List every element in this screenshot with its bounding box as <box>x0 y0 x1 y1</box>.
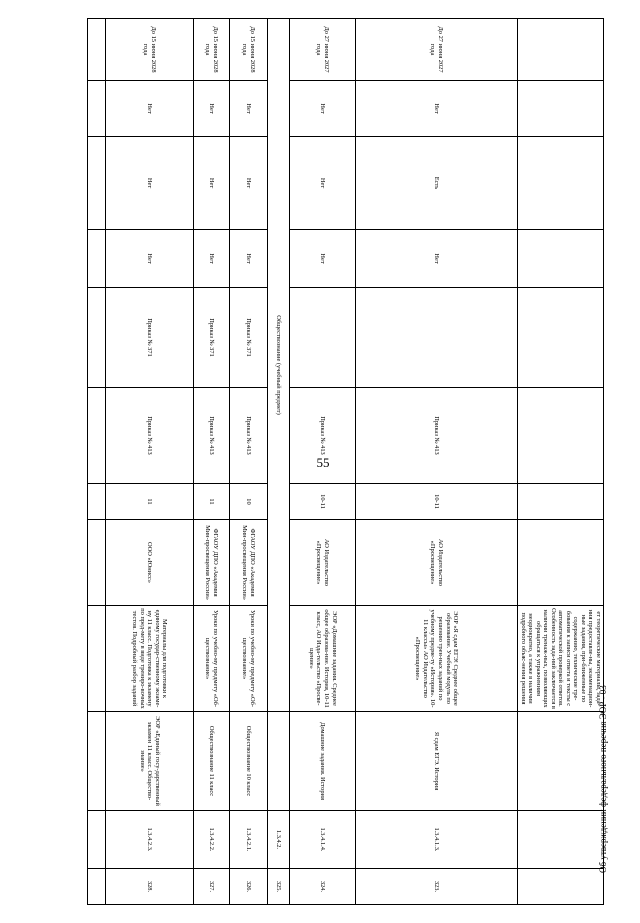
cell-order2 <box>355 288 517 388</box>
cell-order2 <box>517 288 603 388</box>
table-row <box>267 19 289 905</box>
cell-date: До 15 июня 2028 года <box>193 19 229 81</box>
cell-num: 325. <box>267 869 289 905</box>
cell-date <box>87 19 105 81</box>
cell-name: Обществознание 11 класс <box>193 712 229 811</box>
cell-name: Я сдам ЕГЭ. История <box>355 712 517 811</box>
cell-code: 1.3.4.2.2. <box>193 811 229 869</box>
cell-order1: Приказ № 413 <box>193 388 229 484</box>
cell-date <box>517 19 603 81</box>
cell-grades: 10-11 <box>289 484 355 520</box>
cell-col11: Нет <box>193 81 229 137</box>
cell-desc: ЭОР «Домашние задания. Среднее общее образова-ние. История, 10-11 класс, АО Изда-тельство «Просве-щение» <box>289 606 355 712</box>
cell-grades: 11 <box>105 484 193 520</box>
cell-desc: Материалы для подготовки к единому государ-ственному экзаме-ну 11 класс. Подготовка к экзамену по пред-мету в виде трениро-вочных тестов. Подробный разбор заданий <box>105 606 193 712</box>
cell-name <box>87 712 105 811</box>
cell-col10 <box>87 137 105 230</box>
table-row <box>193 19 229 905</box>
cell-col11: Нет <box>229 81 267 137</box>
cell-code <box>517 811 603 869</box>
table-row <box>517 19 603 905</box>
cell-code: 1.3.4.2.1. <box>229 811 267 869</box>
cell-date: До 15 июня 2028 года <box>229 19 267 81</box>
cell-grades <box>87 484 105 520</box>
section-label: Обществознание (учебный предмет) <box>267 19 289 712</box>
cell-date: До 15 июня 2028 года <box>105 19 193 81</box>
cell-order2: Приказ № 371 <box>193 288 229 388</box>
table-row <box>229 19 267 905</box>
cell-num: 326. <box>229 869 267 905</box>
table-row <box>105 19 193 905</box>
cell-publisher: ФГАОУ ДПО «Академия Мин-просвещения России» <box>193 520 229 606</box>
cell-name: Домашние задания. История <box>289 712 355 811</box>
cell-desc <box>87 606 105 712</box>
cell-desc: Уроки по учебно-му предмету «Об-ществознание» <box>229 606 267 712</box>
federal-eor-table <box>87 18 604 905</box>
cell-num <box>517 869 603 905</box>
cell-col10: Нет <box>229 137 267 230</box>
cell-num: 323. <box>355 869 517 905</box>
cell-order2: Приказ № 371 <box>229 288 267 388</box>
cell-grades: 10-11 <box>355 484 517 520</box>
cell-order1: Приказ № 413 <box>105 388 193 484</box>
unused-anchor <box>604 18 605 19</box>
cell-num: 324. <box>289 869 355 905</box>
cell-col9: Нет <box>229 230 267 288</box>
cell-order1: Приказ № 413 <box>355 388 517 484</box>
cell-name: ЭОР «Единый госу-дарственный экзамен 11 класс. Общество-знание» <box>105 712 193 811</box>
table-row <box>87 19 105 905</box>
cell-num: 327. <box>193 869 229 905</box>
cell-name <box>517 712 603 811</box>
cell-col11: Нет <box>105 81 193 137</box>
cell-num: 328. <box>105 869 193 905</box>
cell-publisher: ООО «Юнисс» <box>105 520 193 606</box>
cell-col10: Нет <box>289 137 355 230</box>
cell-date: До 27 июня 2027 года <box>355 19 517 81</box>
cell-publisher: АО Издательство «Просвещение» <box>355 520 517 606</box>
cell-col9 <box>87 230 105 288</box>
table-row <box>355 19 517 905</box>
cell-name <box>267 712 289 811</box>
cell-col9: Нет <box>105 230 193 288</box>
cell-publisher <box>517 520 603 606</box>
cell-order2 <box>87 288 105 388</box>
cell-order1 <box>87 388 105 484</box>
cell-col11 <box>87 81 105 137</box>
cell-col9 <box>517 230 603 288</box>
cell-col10: Нет <box>193 137 229 230</box>
cell-col9: Нет <box>289 230 355 288</box>
cell-desc: Уроки по учебно-му предмету «Об-ществознание» <box>193 606 229 712</box>
cell-code: 1.3.4.1.3. <box>355 811 517 869</box>
cell-publisher <box>87 520 105 606</box>
cell-order2: Приказ № 371 <box>105 288 193 388</box>
cell-col10: Нет <box>105 137 193 230</box>
cell-num <box>87 869 105 905</box>
cell-name: Обществознание 10 класс <box>229 712 267 811</box>
cell-col11: Нет <box>289 81 355 137</box>
page-number: 55 <box>316 455 330 470</box>
cell-code <box>87 811 105 869</box>
cell-date: До 27 июня 2027 года <box>289 19 355 81</box>
cell-col11: Нет <box>355 81 517 137</box>
table-row <box>289 19 355 905</box>
cell-col10 <box>517 137 603 230</box>
cell-desc: ет теоретические материалы, зада-ния предоставле-ны, экзаменацион-ные задания, при-ближенные по содержанию, технические тре-бования к записи ответа и тексты с автоматической проверкой ответов. Особенность зада-ний заключается в наличии тренаж-ных, позволяющих обращаться к упражнениям неоднократно, а также в наличии подробного объяс-нения решения <box>517 606 603 712</box>
cell-grades <box>517 484 603 520</box>
cell-order1 <box>517 388 603 484</box>
cell-publisher: АО Издательство «Просвещение» <box>289 520 355 606</box>
cell-grades: 10 <box>229 484 267 520</box>
cell-code: 1.3.4.2. <box>267 811 289 869</box>
cell-col9: Нет <box>355 230 517 288</box>
cell-col10: Есть <box>355 137 517 230</box>
cell-publisher: ФГАОУ ДПО «Академия Мин-просвещения России» <box>229 520 267 606</box>
cell-col11 <box>517 81 603 137</box>
cell-order1: Приказ № 413 <box>229 388 267 484</box>
footer-note: Об утверждении федерального перечня ЭОР - 03 <box>598 685 608 873</box>
cell-desc: ЭОР «Я сдам ЕГЭ! Среднее общее образование. Учебный модуль по решению трен-ных заданий по учебному предме-ту «История». 10-11 классы» АО Издательство «Просвещение» <box>355 606 517 712</box>
cell-code: 1.3.4.1.4. <box>289 811 355 869</box>
cell-code: 1.3.4.2.3. <box>105 811 193 869</box>
eor-table <box>87 18 604 905</box>
cell-col9: Нет <box>193 230 229 288</box>
cell-order2 <box>289 288 355 388</box>
cell-order1: Приказ № 413 <box>289 388 355 484</box>
cell-grades: 11 <box>193 484 229 520</box>
